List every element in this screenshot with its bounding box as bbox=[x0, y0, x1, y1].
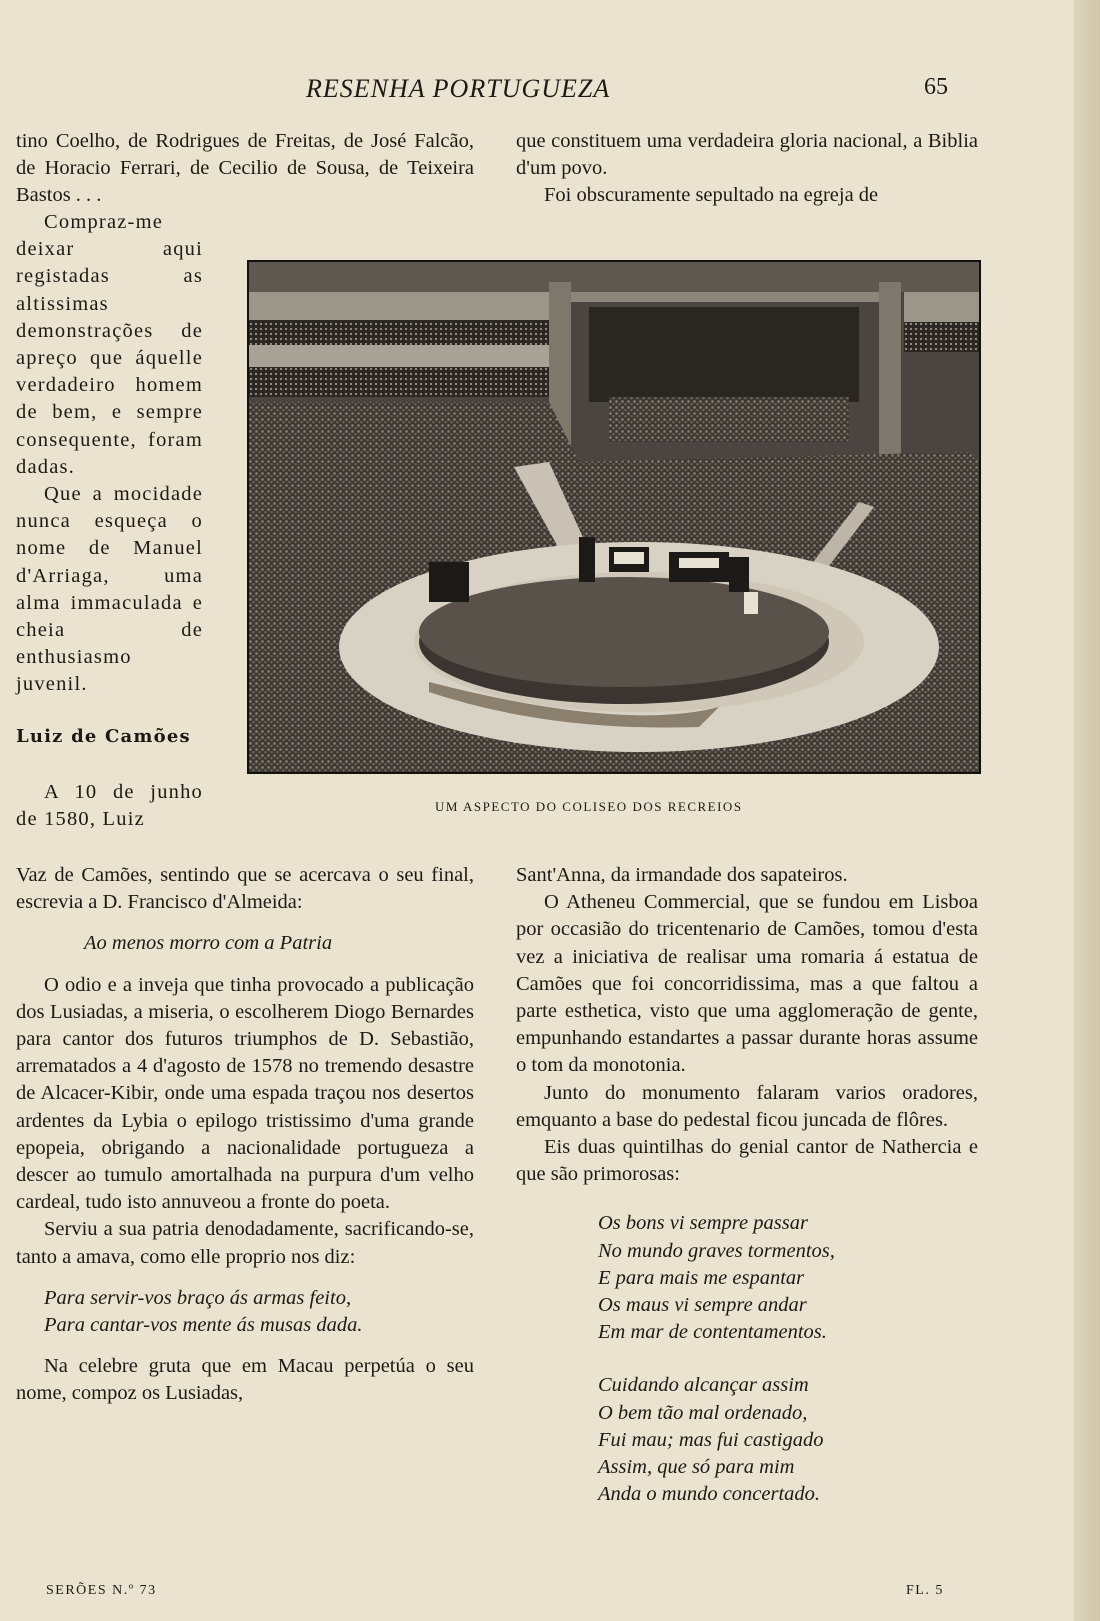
verse-line: E para mais me espantar bbox=[598, 1266, 805, 1289]
verse-stanza bbox=[516, 1372, 978, 1508]
running-head: RESENHA PORTUGUEZA bbox=[306, 74, 611, 103]
verse-line: Em mar de contentamentos. bbox=[598, 1321, 827, 1344]
verse-line: No mundo graves tormentos, bbox=[598, 1239, 835, 1262]
paragraph: tino Coelho, de Rodrigues de Freitas, de José Falcão, de Horacio Ferrari, de Cecilio de Sousa, de Teixeira Bastos . . . bbox=[16, 130, 474, 207]
section-heading: Luiz de Camões bbox=[16, 725, 191, 747]
coliseum-photo bbox=[247, 260, 981, 774]
paragraph: O odio e a inveja que tinha provocado a publicação dos Lusiadas, a miseria, o escolherem Diogo Bernardes para cantor dos futuros triumphos de D. Sebastião, arrematados a 4 d'agosto de 1578 no tremendo desastre de Alcacer-Kibir, onde uma espada traçou nos desertos ardentes da Lybia o epilogo tristissimo d'uma grande epopeia, obrigando a nacionalidade portugueza a descer ao tumulo amortalhada na purpura d'um velho cardeal, tudo isto annuveou a fronte do poeta. bbox=[16, 973, 474, 1214]
left-column-bottom bbox=[16, 862, 474, 1408]
paragraph: Compraz-me deixar aqui registadas as altissimas demonstrações de apreço que áquelle verdadeiro homem de bem, e sempre consequente, foram dadas. bbox=[16, 211, 203, 478]
verse-line: Os bons vi sempre passar bbox=[598, 1212, 808, 1235]
verse-line: Cuidando alcançar assim bbox=[598, 1374, 809, 1397]
paragraph: O Atheneu Commercial, que se fundou em Lisboa por occasião do tricentenario de Camões, tomou d'esta vez a iniciativa de realisar uma romaria á estatua de Camões que foi concorridissima, mas a que faltou a parte esthetica, visto que uma agglomeração de gente, empunhando estandartes a passar durante horas assume o tom da monotonia. bbox=[516, 891, 978, 1077]
paragraph: Eis duas quintilhas do genial cantor de Nathercia e que são primorosas: bbox=[516, 1136, 978, 1186]
verse-line: Os maus vi sempre andar bbox=[598, 1294, 807, 1317]
page-number: 65 bbox=[924, 74, 948, 100]
verse-line: Anda o mundo concertado. bbox=[598, 1483, 821, 1506]
verse-quote bbox=[16, 1285, 474, 1339]
paragraph: Sant'Anna, da irmandade dos sapateiros. bbox=[516, 864, 848, 886]
quotation: Ao menos morro com a Patria bbox=[84, 932, 333, 955]
verse-stanza bbox=[516, 1210, 978, 1346]
footer-issue: SERÕES N.º 73 bbox=[46, 1583, 157, 1598]
footer-sheet: FL. 5 bbox=[906, 1583, 944, 1598]
paragraph: Vaz de Camões, sentindo que se acercava o seu final, escrevia a D. Francisco d'Almeida: bbox=[16, 864, 474, 914]
paragraph: Que a mocidade nunca esqueça o nome de Manuel d'Arriaga, uma alma immaculada e cheia de enthusiasmo juvenil. bbox=[16, 483, 203, 696]
photo-caption: UM ASPECTO DO COLISEO DOS RECREIOS bbox=[435, 799, 743, 814]
right-column-top bbox=[516, 128, 978, 210]
right-column-bottom bbox=[516, 862, 978, 1508]
left-column-top bbox=[16, 128, 474, 210]
paragraph: Serviu a sua patria denodadamente, sacrificando-se, tanto a amava, como elle proprio nos diz: bbox=[16, 1218, 474, 1268]
paragraph: que constituem uma verdadeira gloria nacional, a Biblia d'um povo. bbox=[516, 130, 978, 180]
paragraph: Junto do monumento falaram varios oradores, emquanto a base do pedestal ficou juncada de flôres. bbox=[516, 1081, 978, 1131]
paragraph-start: A 10 de junho de 1580, Luiz bbox=[16, 780, 203, 830]
page-edge bbox=[1074, 0, 1100, 1621]
verse-line: Para cantar-vos mente ás musas dada. bbox=[44, 1314, 363, 1337]
verse-line: Fui mau; mas fui castigado bbox=[598, 1428, 824, 1451]
photo-image bbox=[249, 262, 979, 772]
verse-line: Assim, que só para mim bbox=[598, 1456, 795, 1479]
paragraph: Foi obscuramente sepultado na egreja de bbox=[544, 184, 879, 207]
verse-line: O bem tão mal ordenado, bbox=[598, 1401, 808, 1424]
paragraph: Na celebre gruta que em Macau perpetúa o seu nome, compoz os Lusiadas, bbox=[16, 1355, 474, 1405]
verse-line: Para servir-vos braço ás armas feito, bbox=[44, 1286, 352, 1309]
left-narrow-column bbox=[16, 209, 203, 833]
